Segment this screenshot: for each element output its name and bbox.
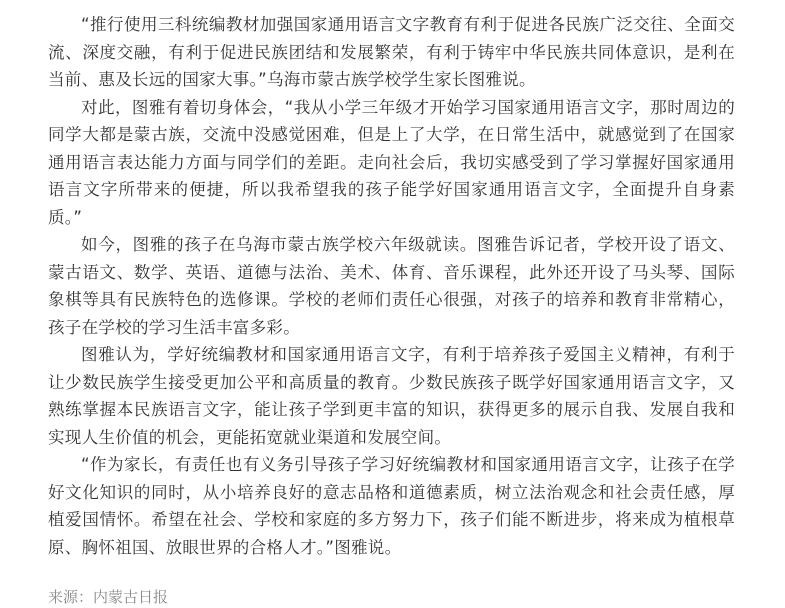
article-body [48,11,735,561]
article-source: 来源：内蒙古日报 [48,588,169,606]
article-paragraph-2: 对此，图雅有着切身体会，“我从小学三年级才开始学习国家通用语言文字，那时周边的同学大都是蒙古族，交流中没感觉困难，但是上了大学，在日常生活中，就感觉到了在国家通用语言表达能力方面与同学们的差距。走向社会后，我切实感受到了学习掌握好国家通用语言文字所带来的便捷，所以我希望我的孩子能学好国家通用语言文字，全面提升自身素质。” [48,97,735,227]
article-paragraph-3: 如今，图雅的孩子在乌海市蒙古族学校六年级就读。图雅告诉记者，学校开设了语文、蒙古语文、数学、英语、道德与法治、美术、体育、音乐课程，此外还开设了马头琴、国际象棋等具有民族特色的选修课。学校的老师们责任心很强，对孩子的培养和教育非常精心，孩子在学校的学习生活丰富多彩。 [48,235,735,337]
article-paragraph-1: “推行使用三科统编教材加强国家通用语言文字教育有利于促进各民族广泛交往、全面交流、深度交融，有利于促进民族团结和发展繁荣，有利于铸牢中华民族共同体意识，是利在当前、惠及长远的国家大事。”乌海市蒙古族学校学生家长图雅说。 [48,15,735,89]
article-paragraph-4: 图雅认为，学好统编教材和国家通用语言文字，有利于培养孩子爱国主义精神，有利于让少数民族学生接受更加公平和高质量的教育。少数民族孩子既学好国家通用语言文字，又熟练掌握本民族语言文字，能让孩子学到更丰富的知识，获得更多的展示自我、发展自我和实现人生价值的机会，更能拓宽就业渠道和发展空间。 [48,345,735,447]
article-paragraph-5: “作为家长，有责任也有义务引导孩子学习好统编教材和国家通用语言文字，让孩子在学好文化知识的同时，从小培养良好的意志品格和道德素质，树立法治观念和社会责任感，厚植爱国情怀。希望在社会、学校和家庭的多方努力下，孩子们能不断进步，将来成为植根草原、胸怀祖国、放眼世界的合格人才。”图雅说。 [48,455,735,557]
